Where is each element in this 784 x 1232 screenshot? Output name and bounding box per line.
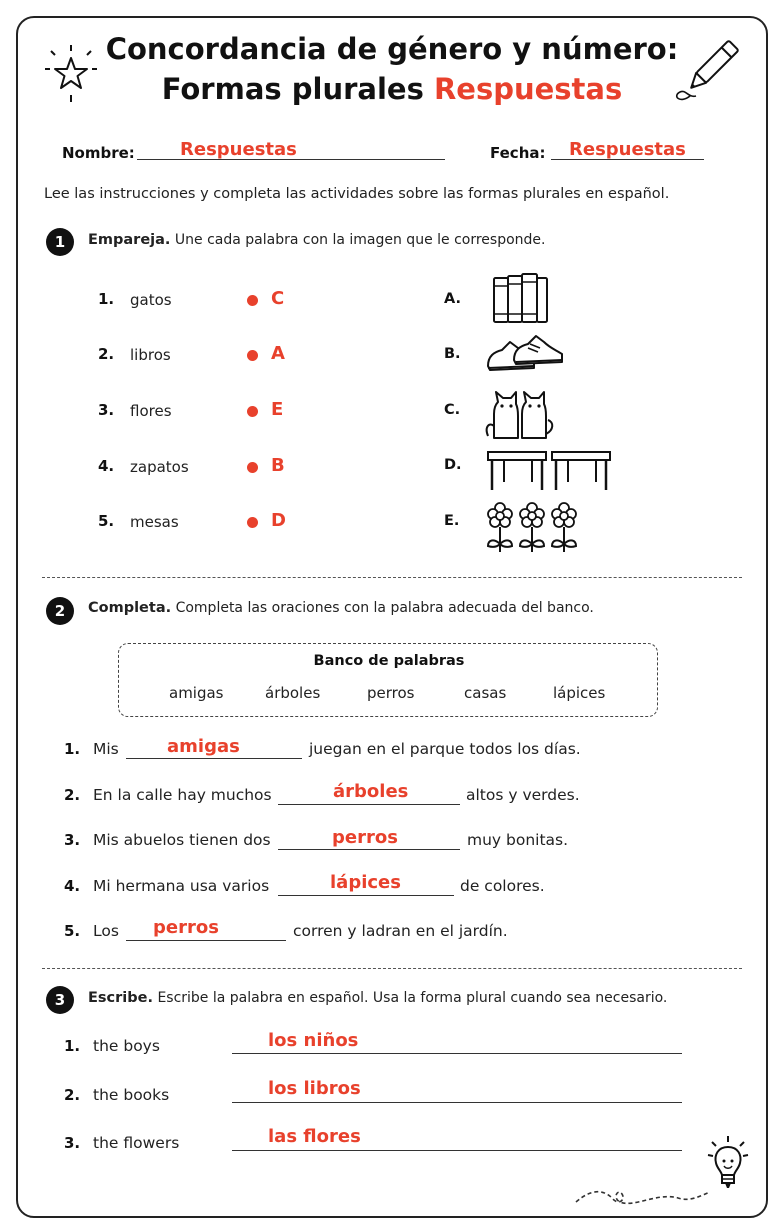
bank-word: árboles <box>265 684 321 702</box>
sentence-after: corren y ladran en el jardín. <box>293 922 508 940</box>
option-letter: A. <box>444 291 461 307</box>
match-dot[interactable] <box>247 350 258 361</box>
sentence-num: 1. <box>64 740 81 758</box>
match-answer: E <box>271 399 284 420</box>
sentence-answer: árboles <box>333 781 409 802</box>
match-num: 4. <box>98 457 115 475</box>
translate-prompt: the books <box>93 1086 170 1104</box>
answer-line[interactable] <box>278 804 460 805</box>
translate-prompt: the flowers <box>93 1134 180 1152</box>
translate-num: 3. <box>64 1134 81 1152</box>
section3-number: 3 <box>46 986 74 1014</box>
match-answer: A <box>271 343 285 364</box>
option-letter: C. <box>444 402 461 418</box>
section3-heading-text: Escribe la palabra en español. Usa la forma plural cuando sea necesario. <box>157 990 668 1006</box>
option-letter: B. <box>444 346 461 362</box>
match-num: 3. <box>98 401 115 419</box>
instructions: Lee las instrucciones y completa las actividades sobre las formas plurales en español. <box>44 186 670 202</box>
bank-word: lápices <box>553 684 606 702</box>
section-divider <box>42 577 742 578</box>
option-letter: D. <box>444 457 462 473</box>
answer-line[interactable] <box>232 1102 682 1103</box>
answer-line[interactable] <box>232 1053 682 1054</box>
section2-number: 2 <box>46 597 74 625</box>
translate-answer: los niños <box>268 1030 359 1051</box>
match-dot[interactable] <box>247 462 258 473</box>
sentence-before: Mis <box>93 740 119 758</box>
word-bank-title: Banco de palabras <box>313 653 465 669</box>
name-value: Respuestas <box>180 139 297 160</box>
date-value: Respuestas <box>569 139 686 160</box>
sentence-before: Mi hermana usa varios <box>93 877 270 895</box>
bank-word: casas <box>464 684 507 702</box>
translate-answer: los libros <box>268 1078 361 1099</box>
page-subtitle <box>0 72 784 106</box>
sentence-after: muy bonitas. <box>467 831 569 849</box>
sentence-before: En la calle hay muchos <box>93 786 272 804</box>
match-answer: C <box>271 288 285 309</box>
sentence-num: 4. <box>64 877 81 895</box>
sentence-after: juegan en el parque todos los días. <box>309 740 581 758</box>
translate-answer: las flores <box>268 1126 361 1147</box>
bank-word: perros <box>367 684 415 702</box>
translate-num: 1. <box>64 1037 81 1055</box>
match-dot[interactable] <box>247 295 258 306</box>
bank-word: amigas <box>169 684 224 702</box>
answer-line[interactable] <box>126 758 302 759</box>
sentence-answer: lápices <box>330 872 401 893</box>
section1-number: 1 <box>46 228 74 256</box>
sentence-answer: amigas <box>167 736 240 757</box>
answer-line[interactable] <box>126 940 286 941</box>
match-word: flores <box>130 402 172 420</box>
sentence-answer: perros <box>332 827 398 848</box>
section1-heading-bold: Empareja. <box>88 232 171 248</box>
cats-icon[interactable] <box>484 386 556 442</box>
shoes-icon[interactable] <box>484 332 566 376</box>
squiggle-icon <box>574 1182 714 1210</box>
subtitle-main: Formas plurales <box>161 72 424 106</box>
answer-line[interactable] <box>232 1150 682 1151</box>
flowers-icon[interactable] <box>484 500 580 554</box>
match-word: gatos <box>130 291 172 309</box>
translate-prompt: the boys <box>93 1037 160 1055</box>
section2-heading-text: Completa las oraciones con la palabra adecuada del banco. <box>175 600 594 616</box>
answer-line[interactable] <box>278 895 454 896</box>
name-label: Nombre: <box>62 144 135 162</box>
sentence-before: Los <box>93 922 119 940</box>
option-letter: E. <box>444 513 460 529</box>
sentence-after: altos y verdes. <box>466 786 580 804</box>
answer-line[interactable] <box>278 849 460 850</box>
match-num: 2. <box>98 345 115 363</box>
match-dot[interactable] <box>247 517 258 528</box>
word-bank <box>118 643 658 717</box>
page-title: Concordancia de género y número: <box>105 32 679 66</box>
section3-heading <box>88 990 667 1006</box>
translate-num: 2. <box>64 1086 81 1104</box>
match-word: mesas <box>130 513 179 531</box>
sentence-num: 2. <box>64 786 81 804</box>
match-num: 5. <box>98 512 115 530</box>
match-word: libros <box>130 346 171 364</box>
date-label: Fecha: <box>490 144 546 162</box>
sentence-after: de colores. <box>460 877 545 895</box>
section2-heading <box>88 600 594 616</box>
subtitle-answers: Respuestas <box>433 72 623 106</box>
section3-heading-bold: Escribe. <box>88 990 153 1006</box>
match-answer: B <box>271 455 285 476</box>
match-num: 1. <box>98 290 115 308</box>
section2-heading-bold: Completa. <box>88 600 172 616</box>
match-word: zapatos <box>130 458 189 476</box>
section1-heading <box>88 232 546 248</box>
sentence-before: Mis abuelos tienen dos <box>93 831 271 849</box>
section1-heading-text: Une cada palabra con la imagen que le corresponde. <box>174 232 546 248</box>
books-icon[interactable] <box>490 272 552 326</box>
match-answer: D <box>271 510 286 531</box>
match-dot[interactable] <box>247 406 258 417</box>
sentence-num: 5. <box>64 922 81 940</box>
section-divider <box>42 968 742 969</box>
sentence-answer: perros <box>153 917 219 938</box>
tables-icon[interactable] <box>484 448 614 494</box>
sentence-num: 3. <box>64 831 81 849</box>
